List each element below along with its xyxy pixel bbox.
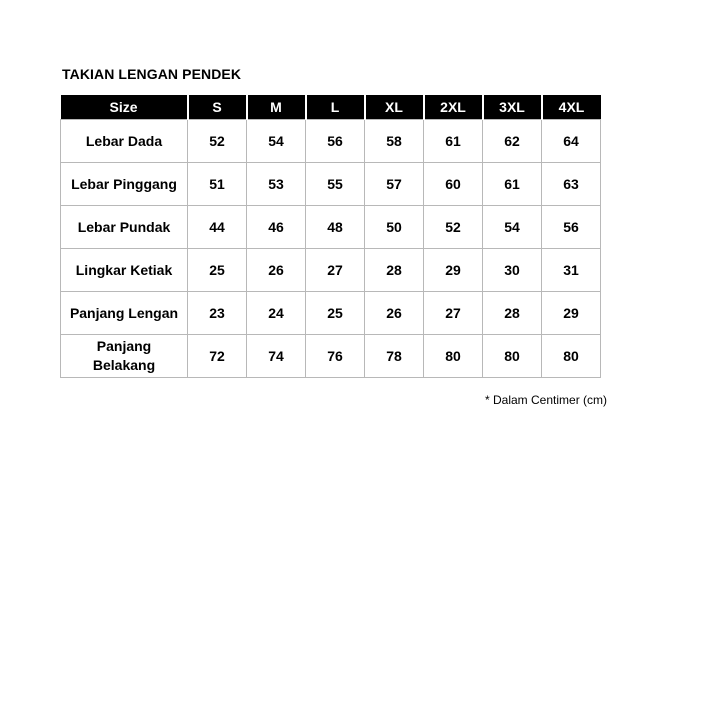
table-cell: 52 [424,206,483,249]
header-row [61,95,601,120]
table-cell: 27 [424,292,483,335]
header-size-4xl: 4XL [542,95,601,120]
table-cell: 31 [542,249,601,292]
table-cell: 28 [483,292,542,335]
header-size-3xl: 3XL [483,95,542,120]
table-cell: 54 [483,206,542,249]
table-cell: 63 [542,163,601,206]
header-size-2xl: 2XL [424,95,483,120]
table-cell: 48 [306,206,365,249]
row-label: Lebar Pinggang [61,163,188,206]
header-size-m: M [247,95,306,120]
table-cell: 44 [188,206,247,249]
table-cell: 46 [247,206,306,249]
table-cell: 27 [306,249,365,292]
table-cell: 76 [306,335,365,378]
table-cell: 55 [306,163,365,206]
table-cell: 57 [365,163,424,206]
table-cell: 53 [247,163,306,206]
table-row [61,206,601,249]
table-cell: 26 [365,292,424,335]
table-cell: 29 [424,249,483,292]
table-cell: 56 [542,206,601,249]
table-cell: 52 [188,120,247,163]
header-size-xl: XL [365,95,424,120]
table-cell: 50 [365,206,424,249]
table-cell: 72 [188,335,247,378]
row-label: Lebar Pundak [61,206,188,249]
table-cell: 61 [483,163,542,206]
unit-note: * Dalam Centimer (cm) [485,393,608,407]
row-label: Panjang Belakang [61,335,188,378]
table-cell: 60 [424,163,483,206]
table-cell: 78 [365,335,424,378]
row-label: Panjang Lengan [61,292,188,335]
table-cell: 25 [188,249,247,292]
table-cell: 54 [247,120,306,163]
table-cell: 29 [542,292,601,335]
table-row [61,120,601,163]
table-cell: 25 [306,292,365,335]
table-cell: 28 [365,249,424,292]
table-cell: 23 [188,292,247,335]
size-chart-table [60,95,601,378]
table-row [61,292,601,335]
table-cell: 80 [542,335,601,378]
table-cell: 80 [483,335,542,378]
table-row [61,249,601,292]
table-cell: 74 [247,335,306,378]
table-cell: 30 [483,249,542,292]
table-cell: 64 [542,120,601,163]
table-cell: 80 [424,335,483,378]
table-cell: 56 [306,120,365,163]
table-cell: 58 [365,120,424,163]
table-cell: 51 [188,163,247,206]
header-size-label: Size [61,95,188,120]
table-cell: 61 [424,120,483,163]
table-cell: 24 [247,292,306,335]
table-title: TAKIAN LENGAN PENDEK [62,66,242,82]
header-size-l: L [306,95,365,120]
table-cell: 62 [483,120,542,163]
row-label: Lebar Dada [61,120,188,163]
row-label: Lingkar Ketiak [61,249,188,292]
table-cell: 26 [247,249,306,292]
header-size-s: S [188,95,247,120]
table-row [61,335,601,378]
table-row [61,163,601,206]
